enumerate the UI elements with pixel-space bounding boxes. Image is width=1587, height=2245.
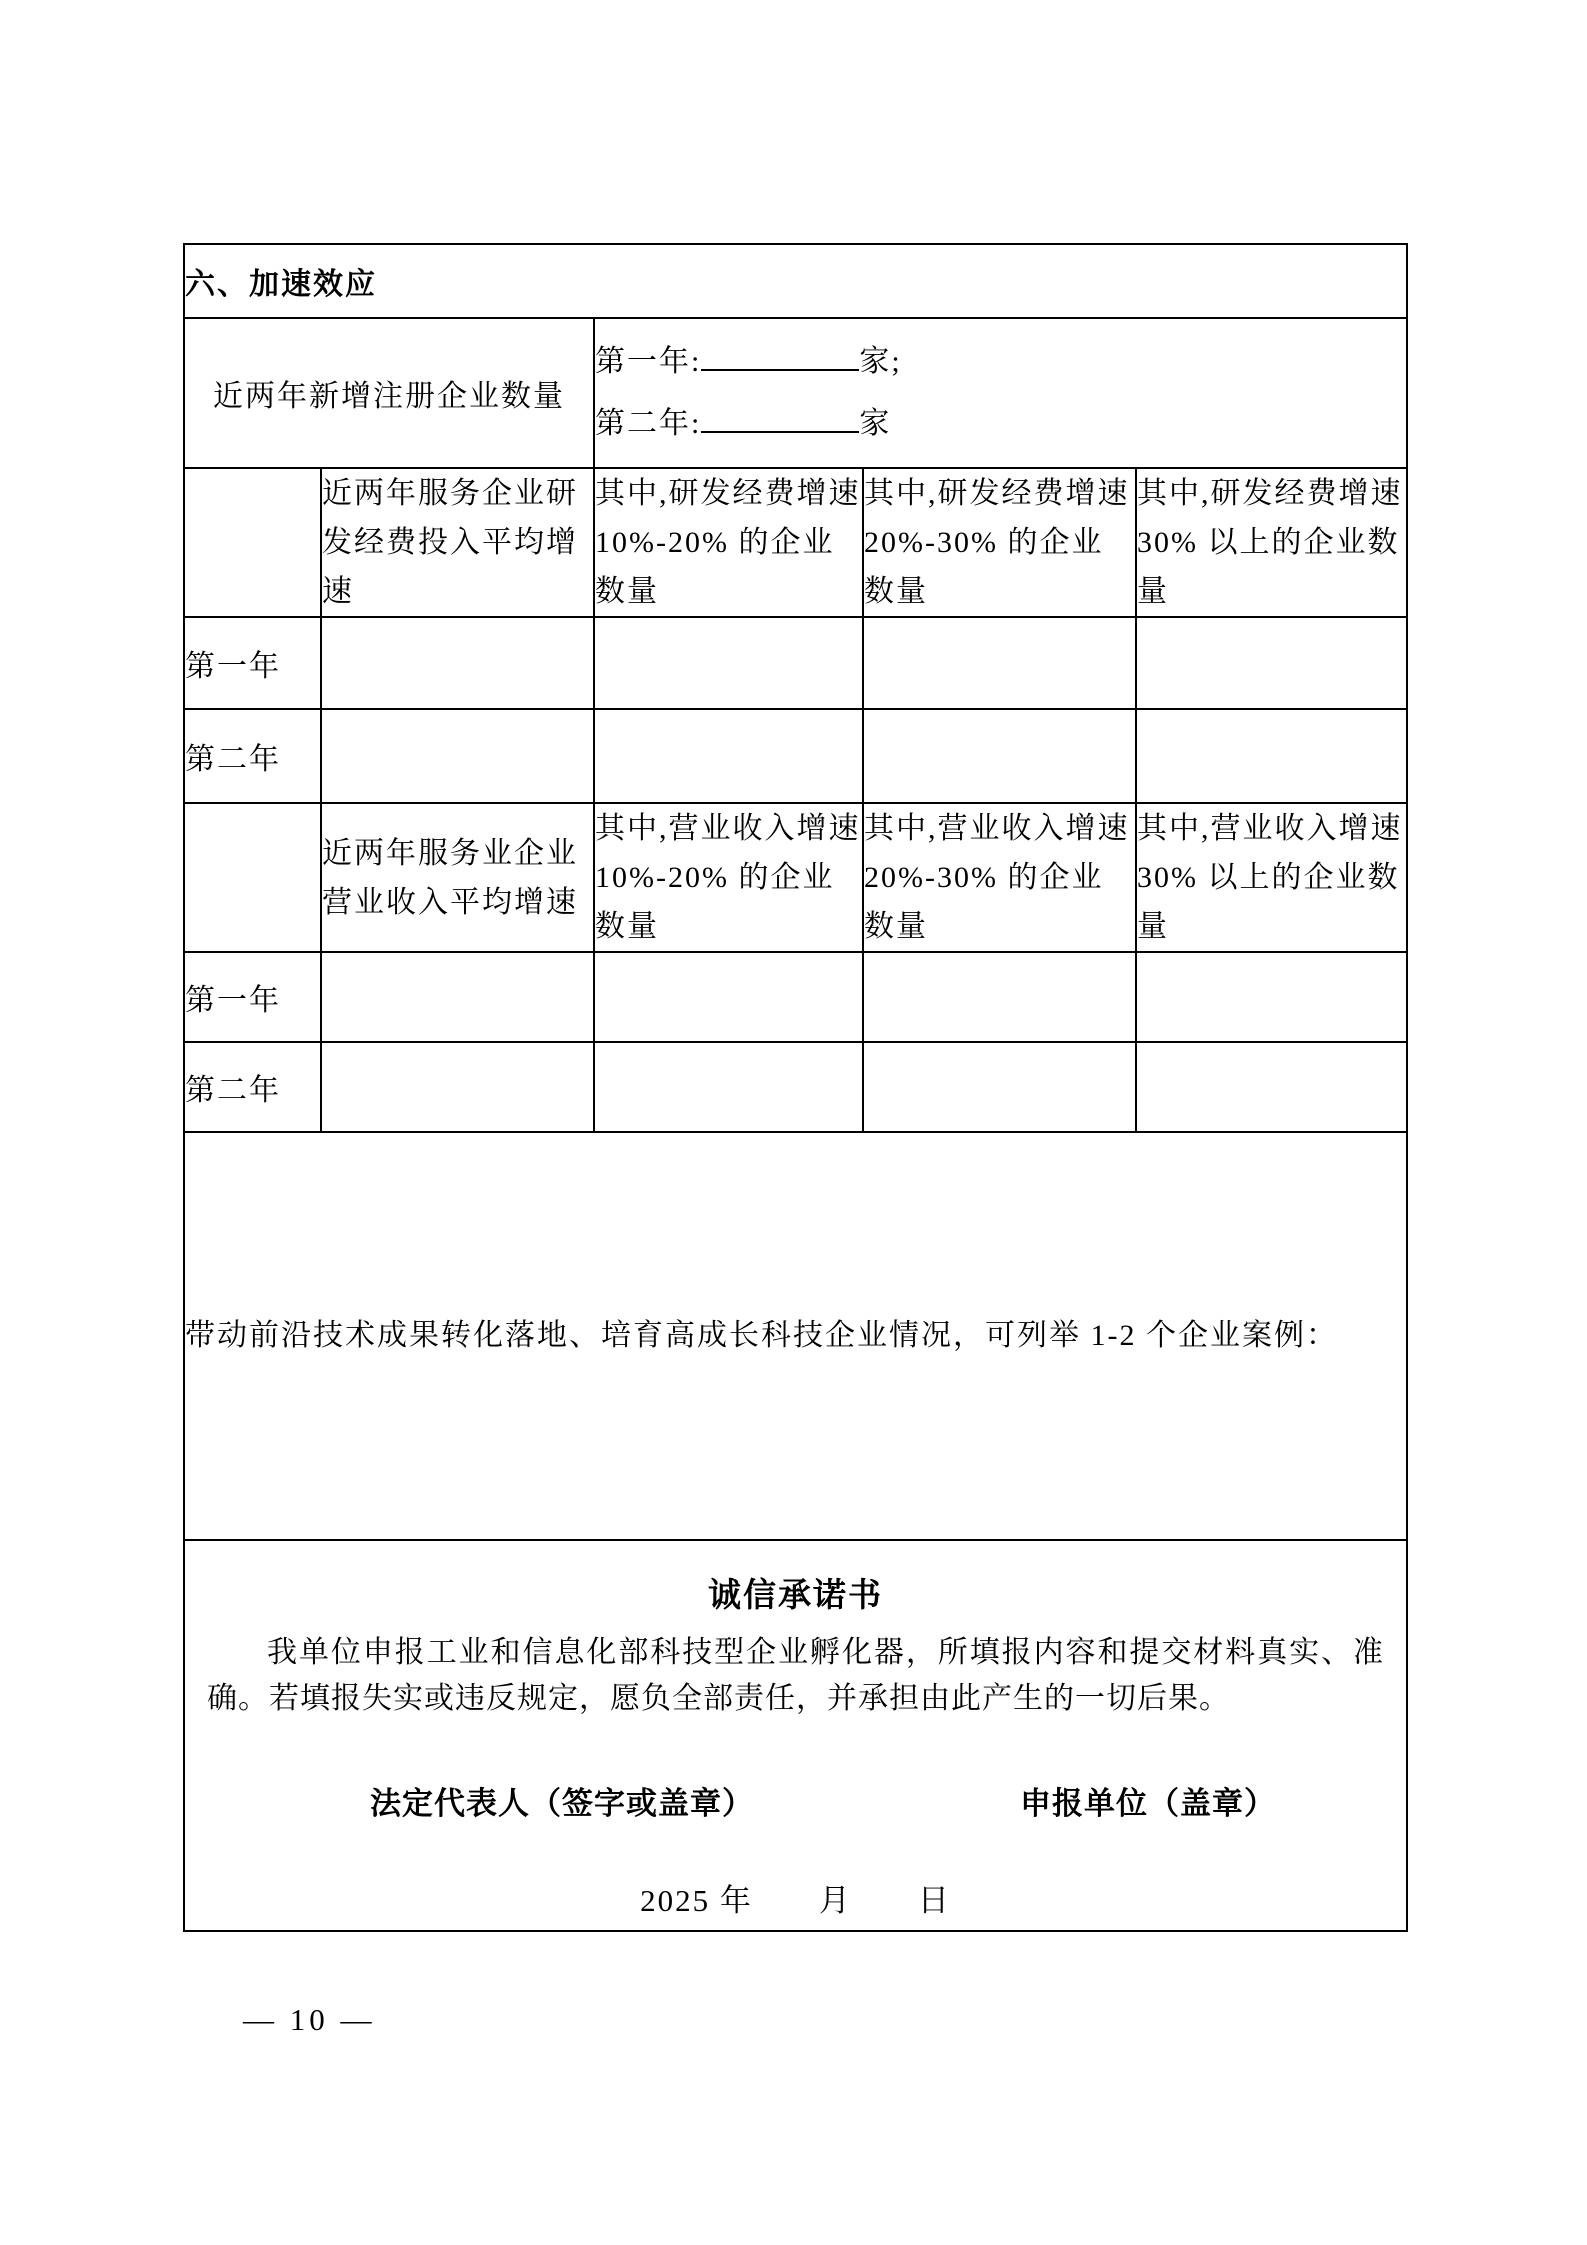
new-registered-label: 近两年新增注册企业数量 — [184, 318, 594, 468]
rd-30-plus-header-cell: 其中,研发经费增速 30% 以上的企业数量 — [1136, 468, 1407, 617]
rd-year1-10-20-cell — [594, 617, 863, 709]
rd-year2-30-plus-cell — [1136, 709, 1407, 803]
rd-year2-avg-cell — [321, 709, 594, 803]
case-examples-row — [184, 1132, 1407, 1540]
rd-year2-10-20-cell — [594, 709, 863, 803]
rd-header-row — [184, 468, 1407, 617]
rd-year1-label: 第一年 — [184, 617, 321, 709]
case-examples-cell — [184, 1132, 1407, 1540]
revenue-year1-30-plus-cell — [1136, 952, 1407, 1042]
revenue-year1-avg-cell — [321, 952, 594, 1042]
revenue-header-row — [184, 803, 1407, 952]
rd-year1-avg-cell — [321, 617, 594, 709]
revenue-year2-20-30-cell — [863, 1042, 1136, 1132]
revenue-year1-row — [184, 952, 1407, 1042]
section-title: 六、加速效应 — [184, 244, 1407, 318]
revenue-corner-cell — [184, 803, 321, 952]
rd-corner-cell — [184, 468, 321, 617]
year2-prefix: 第二年: — [595, 407, 702, 440]
pledge-title: 诚信承诺书 — [708, 1576, 883, 1613]
applicant-unit-label: 申报单位（盖章） — [1020, 1786, 1277, 1821]
year1-prefix: 第一年: — [595, 345, 702, 378]
date-line: 2025 年 月 日 — [640, 1883, 951, 1918]
pledge-row — [184, 1540, 1407, 1931]
rd-year1-20-30-cell — [863, 617, 1136, 709]
rd-avg-header-cell: 近两年服务企业研发经费投入平均增速 — [321, 468, 594, 617]
rd-20-30-header-cell: 其中,研发经费增速 20%-30% 的企业数量 — [863, 468, 1136, 617]
rd-10-20-header-cell: 其中,研发经费增速 10%-20% 的企业数量 — [594, 468, 863, 617]
revenue-year2-row — [184, 1042, 1407, 1132]
signature-row — [185, 1778, 1406, 1823]
revenue-year1-10-20-cell — [594, 952, 863, 1042]
rd-year1-row — [184, 617, 1407, 709]
revenue-year2-avg-cell — [321, 1042, 594, 1132]
revenue-year1-20-30-cell — [863, 952, 1136, 1042]
rd-year2-20-30-cell — [863, 709, 1136, 803]
acceleration-effect-table — [183, 243, 1408, 1932]
pledge-cell — [184, 1540, 1407, 1931]
revenue-20-30-header-cell: 其中,营业收入增速 20%-30% 的企业数量 — [863, 803, 1136, 952]
year1-unit: 家; — [859, 345, 902, 378]
revenue-year2-30-plus-cell — [1136, 1042, 1407, 1132]
new-registered-values-cell — [594, 318, 1407, 468]
page-number: — 10 — — [243, 2002, 376, 2037]
revenue-year2-10-20-cell — [594, 1042, 863, 1132]
year2-blank-field — [701, 400, 859, 434]
revenue-year1-label: 第一年 — [184, 952, 321, 1042]
new-registered-year2-line — [595, 393, 1406, 455]
case-prompt-text: 带动前沿技术成果转化落地、培育高成长科技企业情况，可列举 1-2 个企业案例： — [185, 1319, 1338, 1352]
rd-year2-row — [184, 709, 1407, 803]
new-registered-year1-line — [595, 331, 1406, 393]
new-registered-row — [184, 318, 1407, 468]
rd-year1-30-plus-cell — [1136, 617, 1407, 709]
revenue-30-plus-header-cell: 其中,营业收入增速 30% 以上的企业数量 — [1136, 803, 1407, 952]
revenue-year2-label: 第二年 — [184, 1042, 321, 1132]
section-title-row — [184, 244, 1407, 318]
rd-year2-label: 第二年 — [184, 709, 321, 803]
year1-blank-field — [701, 338, 859, 372]
year2-unit: 家 — [859, 407, 892, 440]
legal-representative-label: 法定代表人（签字或盖章） — [370, 1786, 754, 1821]
revenue-10-20-header-cell: 其中,营业收入增速 10%-20% 的企业数量 — [594, 803, 863, 952]
revenue-avg-header-cell: 近两年服务业企业营业收入平均增速 — [321, 803, 594, 952]
pledge-body: 我单位申报工业和信息化部科技型企业孵化器，所填报内容和提交材料真实、准确。若填报失实或违反规定，愿负全部责任，并承担由此产生的一切后果。 — [207, 1636, 1385, 1715]
